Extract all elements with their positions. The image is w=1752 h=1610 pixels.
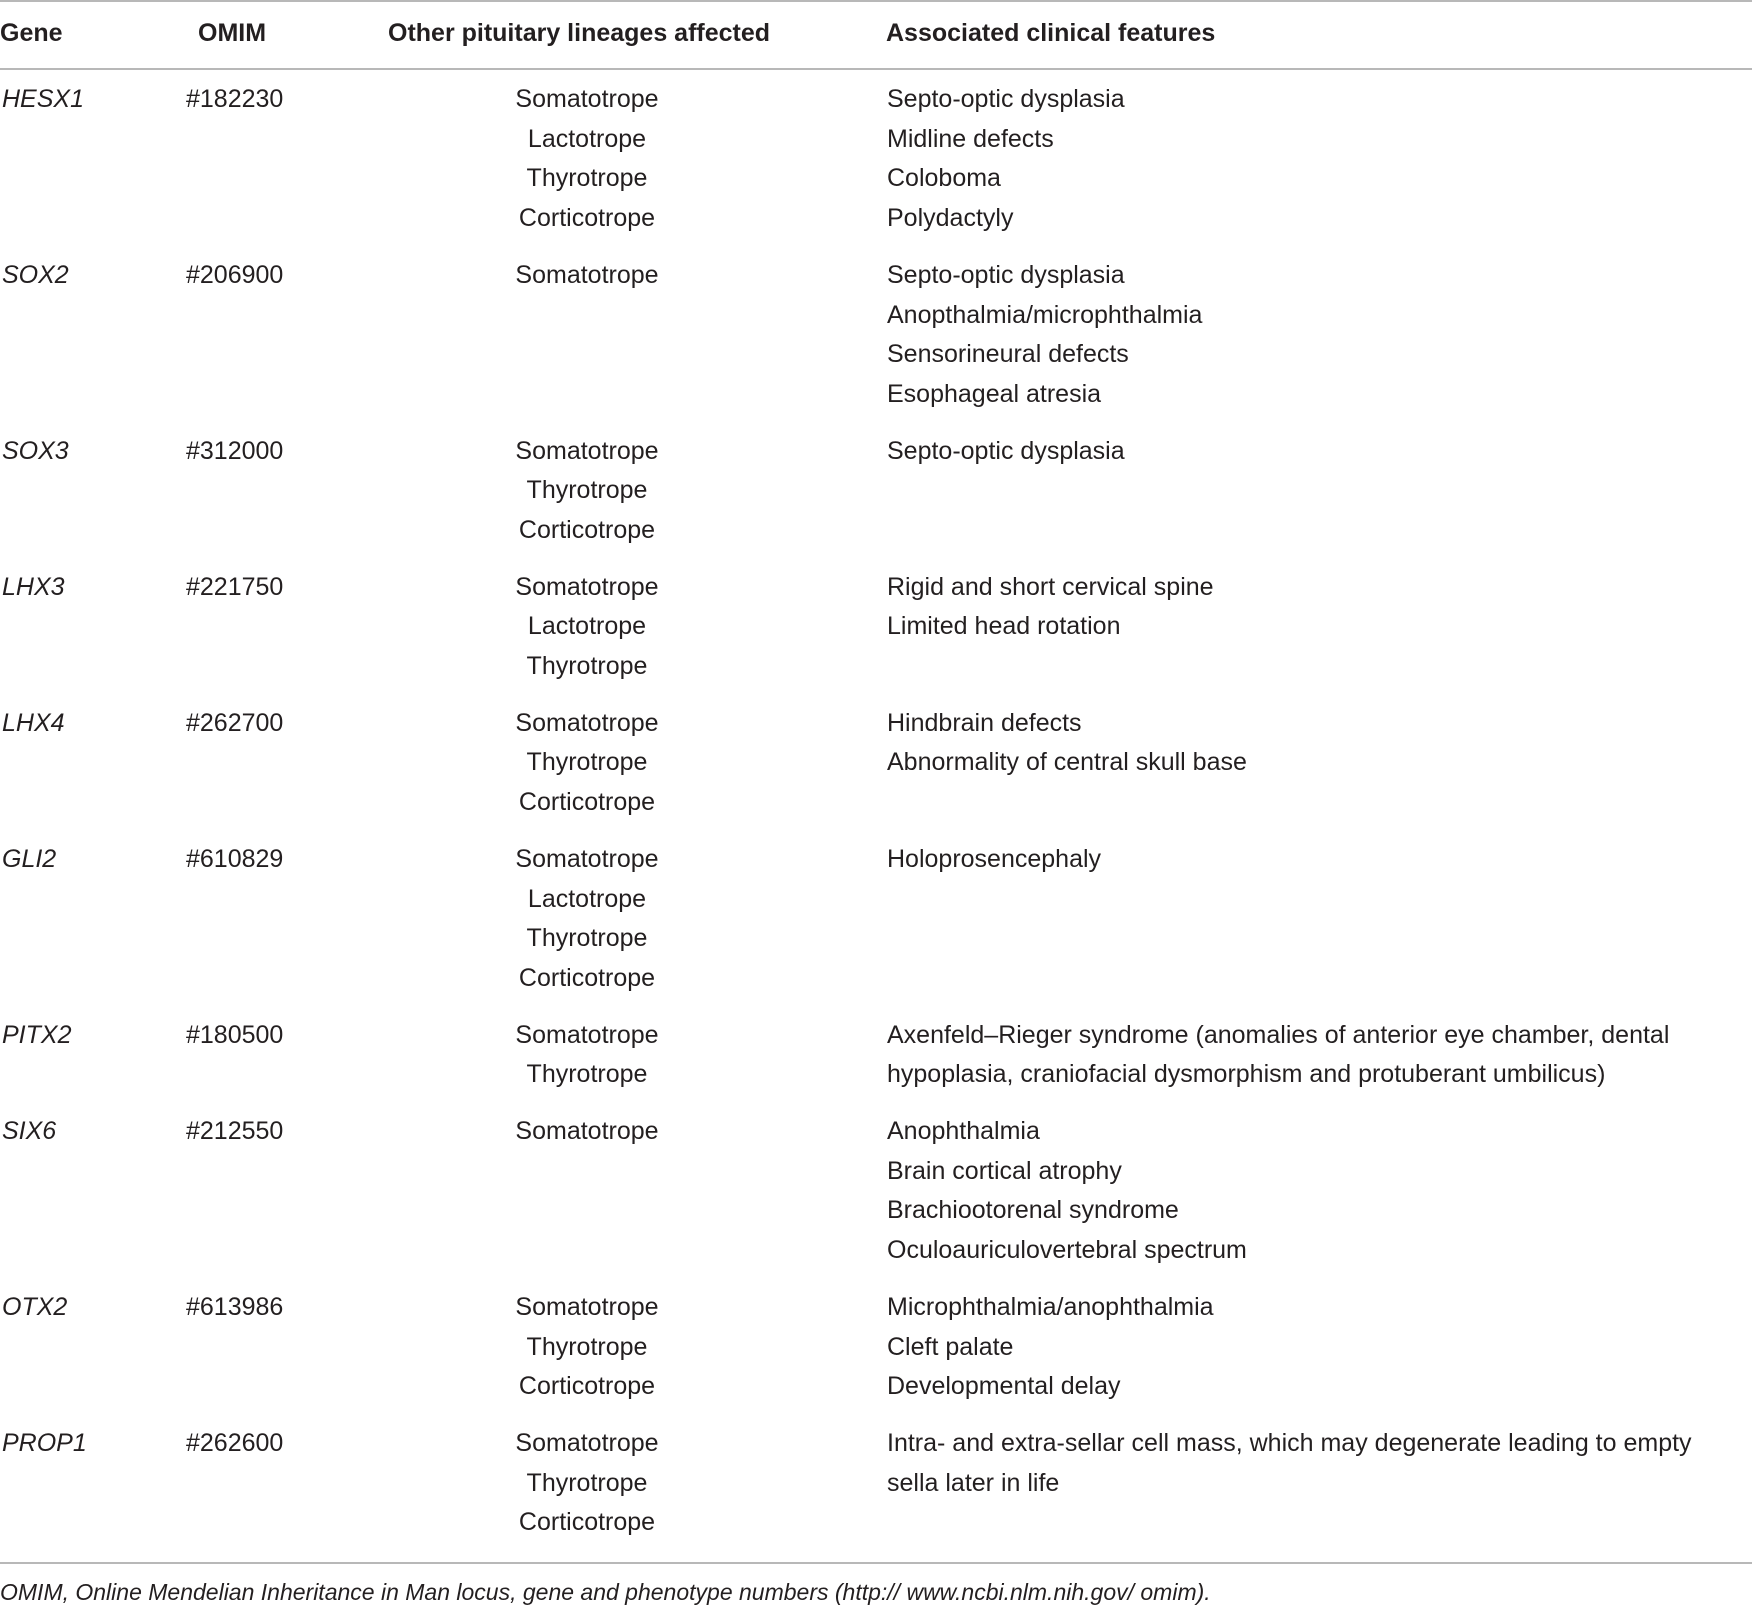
feature-item: Cleft palate [887,1332,1014,1361]
lineage-item: Somatotrope [515,1292,659,1321]
gene-cell: PROP1 [2,1428,87,1457]
features-cell [887,1016,1722,1095]
feature-item: Rigid and short cervical spine [887,572,1214,601]
table-row [0,256,1752,415]
table-row [0,80,1752,239]
lineage-item: Somatotrope [515,260,659,289]
lineages-cell [446,1288,728,1407]
table-row [0,1112,1752,1271]
lineages-cell [446,1112,728,1152]
table-row [0,432,1752,551]
lineage-item: Thyrotrope [526,1332,648,1361]
lineages-cell [446,256,728,296]
lineage-item: Thyrotrope [526,476,648,505]
feature-item: Microphthalmia/anophthalmia [887,1292,1214,1321]
table-bottom-rule [0,1562,1752,1564]
header-gene: Gene [0,19,63,47]
gene-cell: OTX2 [2,1292,68,1321]
lineages-cell [446,80,728,239]
gene-cell: SIX6 [2,1117,57,1146]
gene-cell: HESX1 [2,85,84,113]
lineage-item: Somatotrope [515,1428,659,1457]
features-cell [887,80,1722,239]
lineage-item: Thyrotrope [526,1468,648,1497]
table-row [0,1424,1752,1543]
header-lineages: Other pituitary lineages affected [388,19,771,47]
lineage-item: Somatotrope [515,436,659,465]
table-footnote: OMIM, Online Mendelian Inheritance in Man locus, gene and phenotype numbers (http:// www.ncbi.nlm.nih.gov/ omim). [0,1579,1211,1605]
feature-item: Abnormality of central skull base [887,748,1247,777]
lineage-item: Corticotrope [518,1372,656,1401]
lineage-item: Thyrotrope [526,748,648,777]
feature-item: Sensorineural defects [887,340,1129,369]
table-body [0,80,1752,1560]
omim-cell: #312000 [186,436,284,465]
table-top-rule [0,0,1752,2]
gene-cell: PITX2 [2,1020,72,1049]
lineage-item: Somatotrope [515,844,659,873]
feature-item: Intra- and extra-sellar cell mass, which may degenerate leading to empty sella later in life [887,1428,1692,1497]
feature-item: Anophthalmia [887,1117,1040,1146]
header-omim: OMIM [198,19,267,47]
feature-item: Hindbrain defects [887,708,1082,737]
lineages-cell [446,1016,728,1095]
lineage-item: Somatotrope [515,85,659,113]
header-features: Associated clinical features [886,19,1216,47]
table-row [0,1016,1752,1095]
features-cell [887,568,1722,647]
lineages-cell [446,840,728,999]
feature-item: Coloboma [887,164,1001,193]
lineages-cell [446,568,728,687]
feature-item: Brachiootorenal syndrome [887,1196,1179,1225]
lineage-item: Somatotrope [515,572,659,601]
lineages-cell [446,432,728,551]
lineage-item: Corticotrope [518,963,656,992]
features-cell [887,1112,1722,1271]
lineage-item: Lactotrope [527,612,647,641]
omim-cell: #610829 [186,844,284,873]
omim-cell: #212550 [186,1117,284,1146]
feature-item: Polydactyly [887,204,1014,233]
omim-cell: #182230 [186,85,284,113]
features-cell [887,432,1722,472]
feature-item: Septo-optic dysplasia [887,260,1125,289]
omim-cell: #180500 [186,1020,284,1049]
table-header-rule [0,68,1752,70]
gene-cell: LHX3 [2,572,65,601]
feature-item: Limited head rotation [887,612,1121,641]
lineage-item: Somatotrope [515,708,659,737]
features-cell [887,840,1722,880]
lineage-item: Thyrotrope [526,1060,648,1089]
gene-cell: SOX2 [2,260,69,289]
lineages-cell [446,704,728,823]
feature-item: Brain cortical atrophy [887,1156,1122,1185]
features-cell [887,256,1722,415]
feature-item: Septo-optic dysplasia [887,85,1125,113]
table-row [0,1288,1752,1407]
lineages-cell [446,1424,728,1543]
lineage-item: Corticotrope [518,1508,656,1537]
lineage-item: Lactotrope [527,124,647,153]
feature-item: Midline defects [887,124,1054,153]
lineage-item: Lactotrope [527,884,647,913]
gene-cell: LHX4 [2,708,65,737]
table-row [0,704,1752,823]
lineage-item: Corticotrope [518,788,656,817]
lineage-item: Somatotrope [515,1117,659,1146]
features-cell [887,1288,1722,1407]
feature-item: Esophageal atresia [887,379,1102,408]
lineage-item: Thyrotrope [526,924,648,953]
lineage-item: Corticotrope [518,204,656,233]
table-row [0,840,1752,999]
omim-cell: #206900 [186,260,284,289]
feature-item: Developmental delay [887,1372,1121,1401]
lineage-item: Thyrotrope [526,164,648,193]
lineage-item: Somatotrope [515,1020,659,1049]
omim-cell: #262700 [186,708,284,737]
feature-item: Axenfeld–Rieger syndrome (anomalies of anterior eye chamber, dental hypoplasia, craniofacial dysmorphism and protuberant umbilicus) [887,1020,1670,1089]
lineage-item: Thyrotrope [526,652,648,681]
feature-item: Holoprosencephaly [887,844,1102,873]
omim-cell: #613986 [186,1292,284,1321]
feature-item: Septo-optic dysplasia [887,436,1125,465]
feature-item: Anopthalmia/microphthalmia [887,300,1203,329]
gene-cell: GLI2 [2,844,57,873]
table-header-row [0,16,1752,56]
feature-item: Oculoauriculovertebral spectrum [887,1236,1247,1265]
table-row [0,568,1752,687]
gene-cell: SOX3 [2,436,69,465]
omim-cell: #221750 [186,572,284,601]
lineage-item: Corticotrope [518,516,656,544]
features-cell [887,1424,1722,1503]
features-cell [887,704,1722,783]
omim-cell: #262600 [186,1428,284,1457]
